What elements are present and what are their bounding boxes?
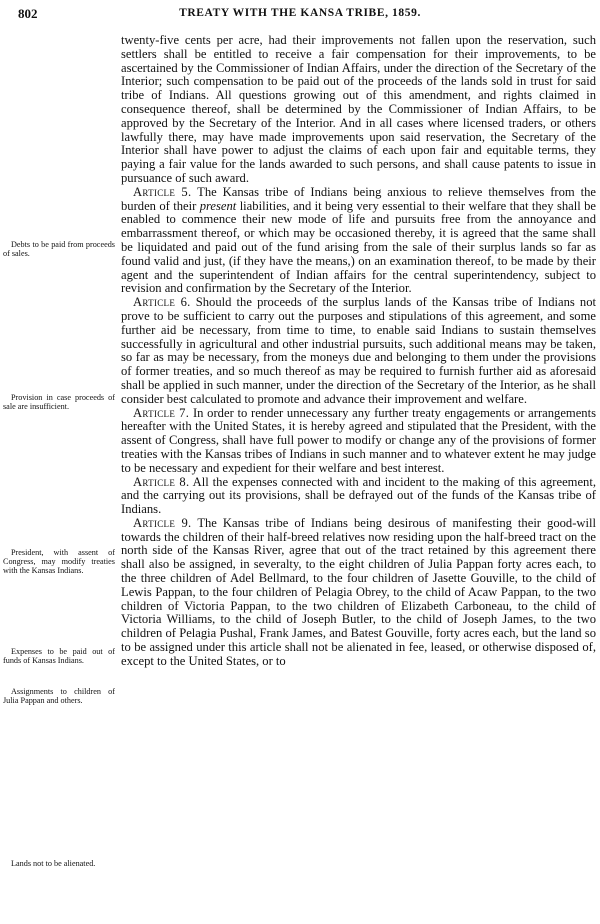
sidenote-assignments: Assignments to children of Julia Pappan and others.	[3, 687, 115, 705]
sidenote-president: President, with assent of Congress, may modify treaties with the Kansas Indians.	[3, 548, 115, 575]
running-head: TREATY WITH THE KANSA TRIBE, 1859.	[179, 7, 421, 19]
article-heading: Article 7.	[133, 405, 190, 420]
article-6: Article 6. Should the proceeds of the surplus lands of the Kansas tribe of Indians not prove to be sufficient to carry out the purposes and stipulations of this agreement, and some further aid be necessary, from time to time, to enable said Indians to sustain themselves successfully in agricultural and other industrial pursuits, such additional means may be taken, so far as may be necessary, from the moneys due and belonging to them under the provisions of former treaties, and so much thereof as may be required to furnish further aid as aforesaid shall be applied in such manner, under the direction of the Secretary of the Interior, as he shall consider best calculated to promote and advance their improvement and welfare.	[121, 295, 596, 406]
article-heading: Article 6.	[133, 295, 191, 310]
continuation-paragraph: twenty-five cents per acre, had their improvements not fallen upon the reservation, such settlers shall be entitled to receive a fair compensation for their improvements, to be ascertained by the Commissioner of Indian Affairs, under the direction of the Secretary of the Interior; such compensation to be paid out of the proceeds of the lands sold in trust for said tribe of Indians. All questions growing out of this amendment, and rights claimed in consequence thereof, shall be determined by the Commissioner of Indian Affairs, to be approved by the Secretary of the Interior. And in all cases where licensed traders, or others lawfully there, may have made improvements upon said reservation, the Secretary of the Interior shall have power to adjust the claims of each upon fair and equitable terms, they paying a fair value for the lands awarded to such persons, and shall cause patents to issue in pursuance of such award.	[121, 33, 596, 185]
article-9: Article 9. The Kansas tribe of Indians being desirous of manifesting their good-will towards the children of their half-breed relatives now residing upon the half-breed tract on the north side of the Kansas River, agree that out of the tract retained by this agreement there shall also be assigned, in severalty, to the eight children of Julia Pappan forty acres each, to the three children of Adel Bellmard, to the four children of Jasette Gouville, to the child of Lewis Pappan, to the four children of Pelagia Obrey, to the child of Acaw Pappan, to the two children of Victoria Pappan, to the two children of Elizabeth Carboneau, to the child of Victoria Williams, to the child of Joseph Butler, to the child of Joseph James, to the two children of Pelagia Pushal, Frank James, and Batest Gouville, forty acres each, but the land so to be assigned under this article shall not be alienated in fee, leased, or otherwise disposed of, except to the United States, or to	[121, 515, 596, 668]
treaty-body	[121, 34, 596, 669]
article-heading: Article 8.	[133, 474, 190, 489]
sidenote-provision: Provision in case proceeds of sale are insufficient.	[3, 393, 115, 411]
article-8: Article 8. All the expenses connected with and incident to the making of this agreement, and the carrying out its provisions, shall be defrayed out of the funds of the Kansas tribe of Indians.	[121, 474, 596, 517]
article-7: Article 7. In order to render unnecessary any further treaty engagements or arrangements hereafter with the United States, it is hereby agreed and stipulated that the President, with the assent of Congress, shall have full power to modify or change any of the provisions of former treaties with the Kansas tribes of Indians in such manner and to whatever extent he may judge to be necessary and expedient for their welfare and best interest.	[121, 405, 596, 475]
sidenote-expenses: Expenses to be paid out of funds of Kansas Indians.	[3, 647, 115, 665]
article-heading: Article 5.	[133, 184, 192, 199]
emphasis-word: present	[199, 198, 237, 213]
sidenote-lands: Lands not to be alienated.	[11, 859, 96, 868]
article-heading: Article 9.	[133, 515, 192, 530]
article-5: Article 5. The Kansas tribe of Indians being anxious to relieve themselves from the burden of their present liabilities, and it being very essential to their welfare that they shall be enabled to commence their new mode of life and pursuits free from the annoyance and embarrassment thereof, or which may be occasioned thereby, it is agreed that the same shall be liquidated and paid out of the fund arising from the sale of their surplus lands so far as found valid and just, (if they have the means,) on an examination thereof, to be made by their agent and the superintendent of Indian affairs for the central superintendency, subject to revision and confirmation by the Secretary of the Interior.	[121, 184, 596, 296]
sidenote-debts: Debts to be paid from proceeds of sales.	[3, 240, 115, 258]
page-number: 802	[18, 6, 38, 21]
